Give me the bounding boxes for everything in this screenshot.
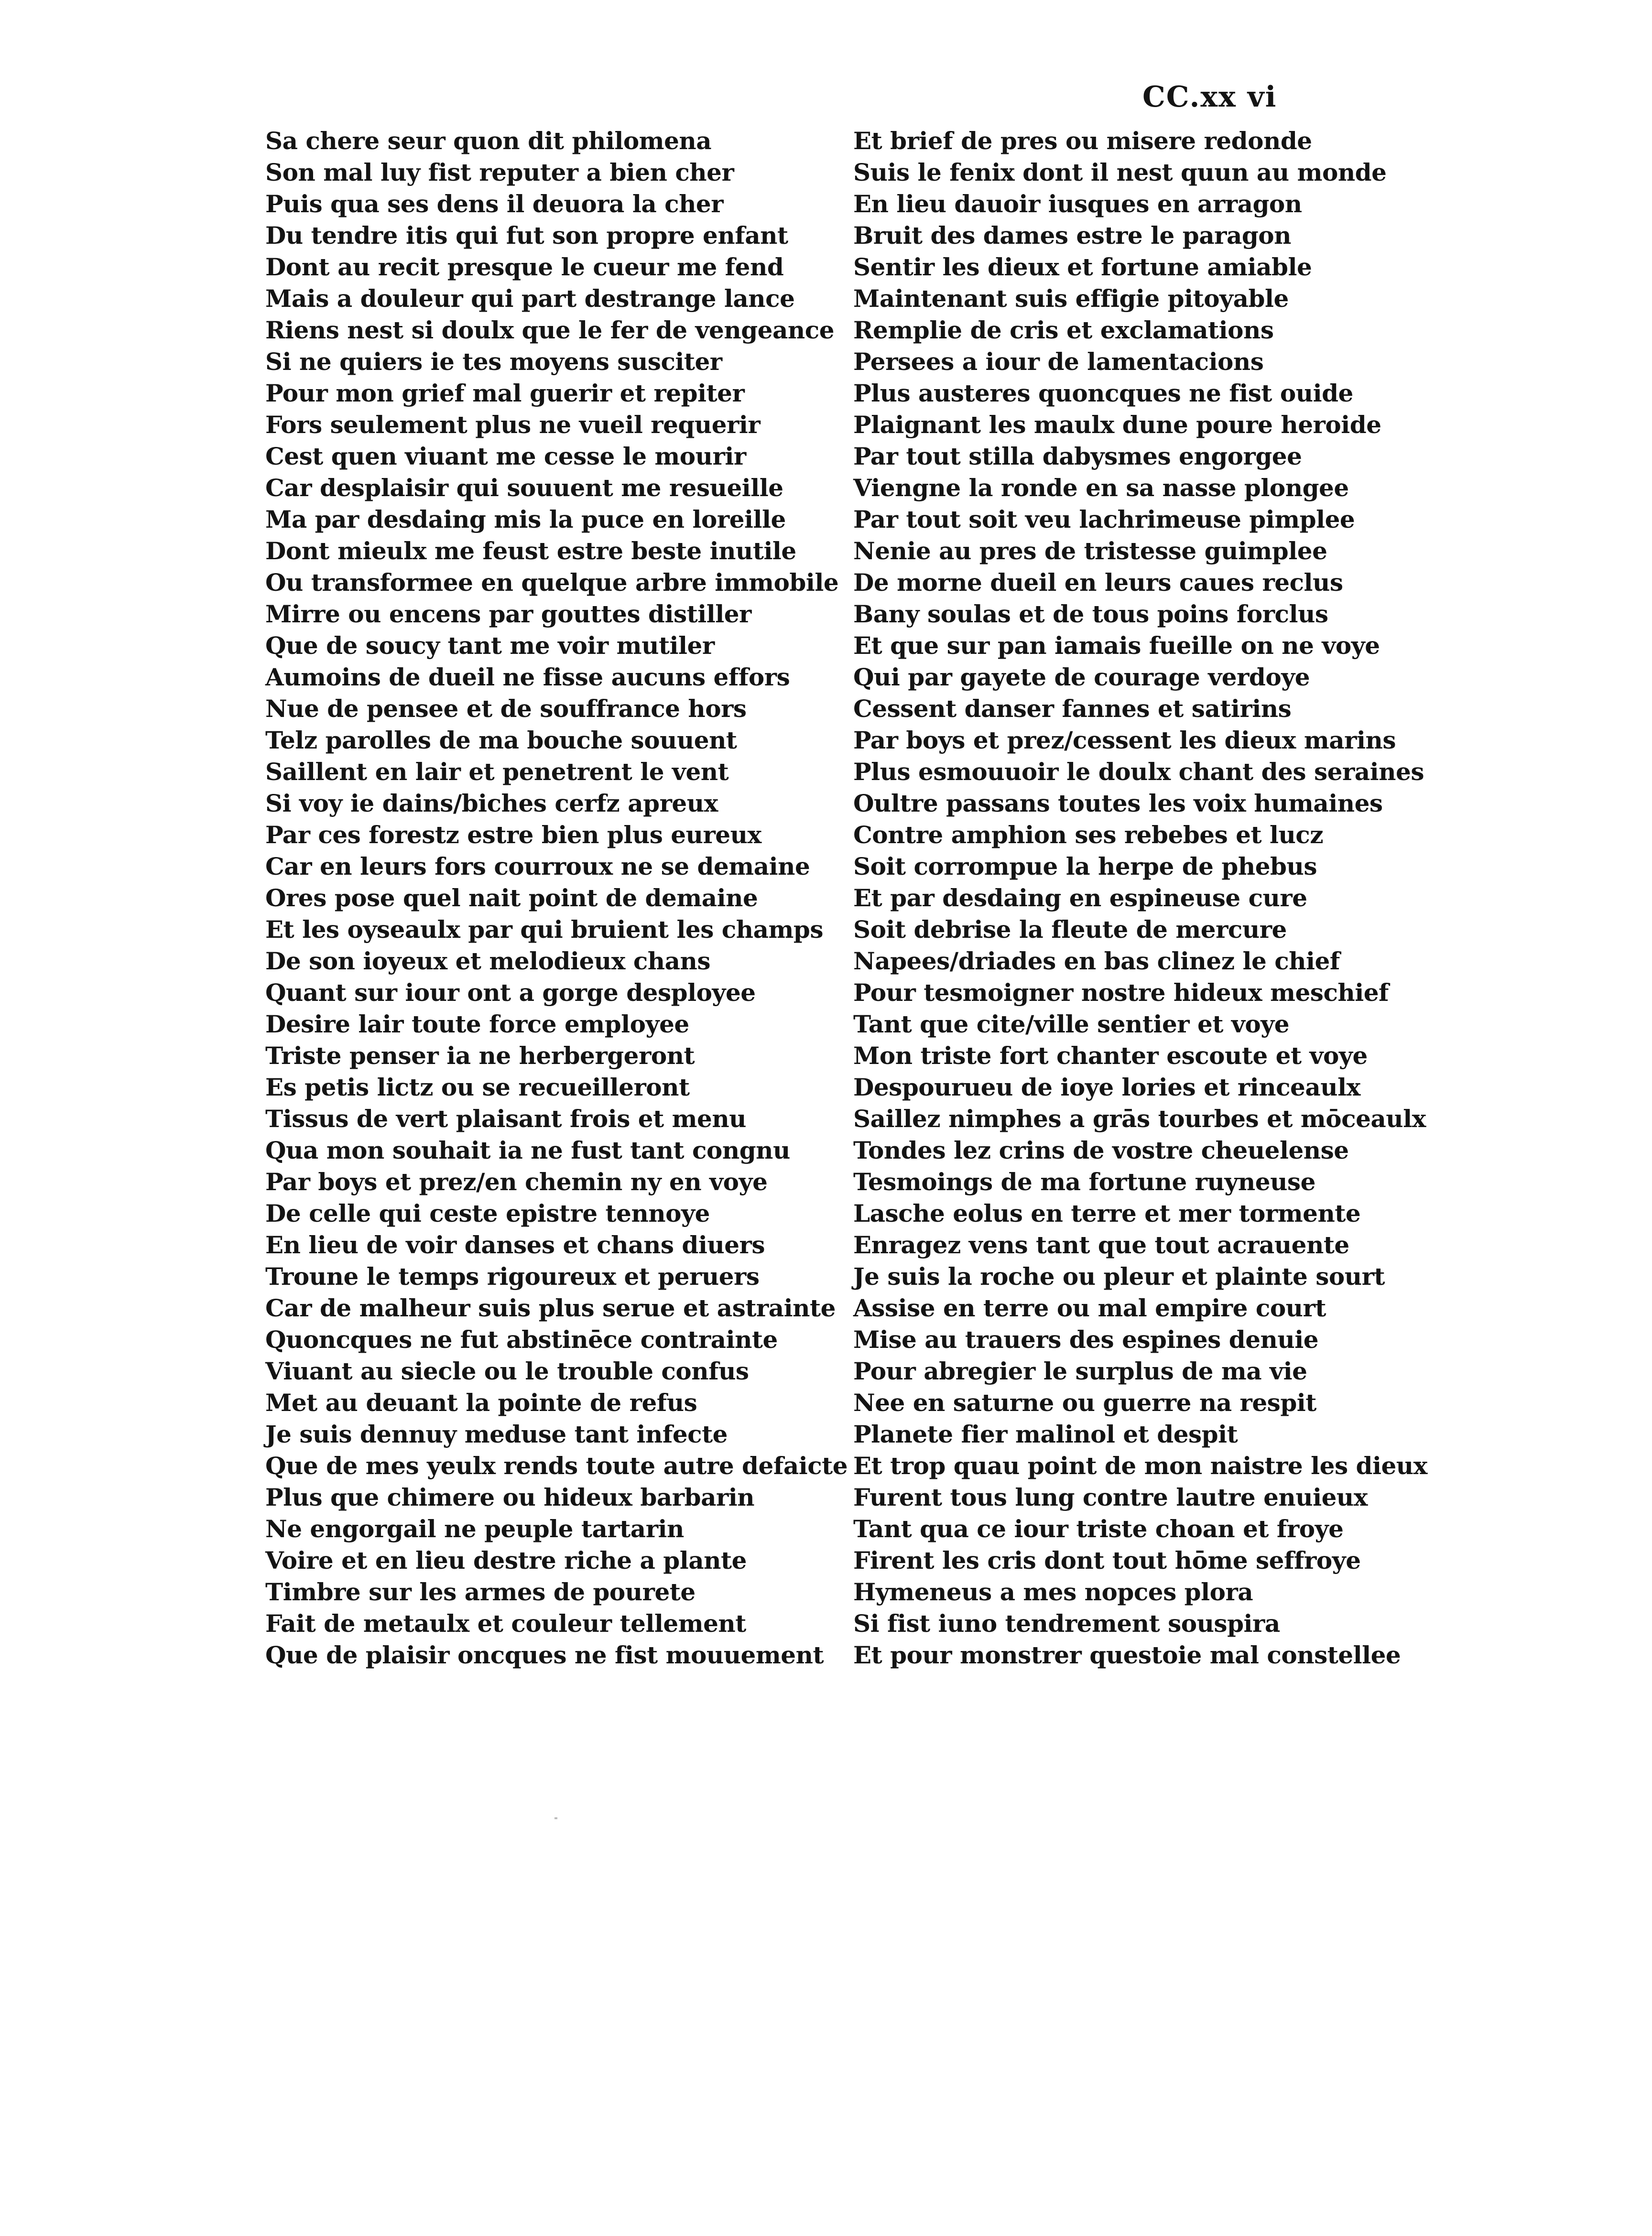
verse-line: Par boys et prez/en chemin ny en voye: [265, 1168, 768, 1196]
verse-line: Sa chere seur quon dit philomena: [265, 127, 712, 155]
verse-line: Desire lair toute force employee: [265, 1010, 689, 1038]
verse-line: Du tendre itis qui fut son propre enfant: [265, 221, 788, 250]
verse-line: Mon triste fort chanter escoute et voye: [853, 1042, 1368, 1070]
verse-line: Fait de metaulx et couleur tellement: [265, 1609, 746, 1638]
verse-line: Ne engorgail ne peuple tartarin: [265, 1515, 684, 1543]
verse-line: Pour abregier le surplus de ma vie: [853, 1357, 1307, 1385]
verse-line: Lasche eolus en terre et mer tormente: [853, 1199, 1361, 1227]
verse-line: Par tout stilla dabysmes engorgee: [853, 442, 1302, 470]
verse-line: Si ne quiers ie tes moyens susciter: [265, 347, 722, 376]
verse-line: Plaignant les maulx dune poure heroide: [853, 411, 1381, 439]
folio-number: CC.xx vi: [1142, 80, 1277, 114]
verse-line: Dont au recit presque le cueur me fend: [265, 253, 784, 281]
right-text-column: [853, 125, 1451, 1671]
verse-line: Planete fier malinol et despit: [853, 1420, 1238, 1448]
verse-line: Nenie au pres de tristesse guimplee: [853, 537, 1327, 565]
verse-line: Tissus de vert plaisant frois et menu: [265, 1105, 747, 1133]
verse-line: De celle qui ceste epistre tennoye: [265, 1199, 710, 1227]
verse-line: Et par desdaing en espineuse cure: [853, 884, 1307, 912]
verse-line: Quant sur iour ont a gorge desployee: [265, 978, 756, 1007]
verse-line: Tesmoings de ma fortune ruyneuse: [853, 1168, 1315, 1196]
verse-line: Que de mes yeulx rends toute autre defaicte: [265, 1452, 848, 1480]
left-text-column: [265, 125, 848, 1671]
verse-line: Riens nest si doulx que le fer de vengeance: [265, 316, 834, 344]
verse-line: Qui par gayete de courage verdoye: [853, 663, 1310, 691]
verse-line: Es petis lictz ou se recueilleront: [265, 1073, 690, 1101]
verse-line: Tondes lez crins de vostre cheuelense: [853, 1136, 1349, 1164]
verse-line: Troune le temps rigoureux et peruers: [265, 1262, 760, 1291]
verse-line: Enragez vens tant que tout acrauente: [853, 1231, 1349, 1259]
verse-line: Bruit des dames estre le paragon: [853, 221, 1292, 250]
verse-line: Si voy ie dains/biches cerfz apreux: [265, 789, 718, 817]
verse-line: Firent les cris dont tout hōme seffroye: [853, 1546, 1361, 1574]
verse-line: Cest quen viuant me cesse le mourir: [265, 442, 746, 470]
verse-line: Son mal luy fist reputer a bien cher: [265, 158, 734, 186]
verse-line: Napees/driades en bas clinez le chief: [853, 947, 1340, 975]
verse-line: Qua mon souhait ia ne fust tant congnu: [265, 1136, 790, 1164]
verse-line: Ma par desdaing mis la puce en loreille: [265, 505, 786, 533]
verse-line: Met au deuant la pointe de refus: [265, 1389, 697, 1417]
verse-line: Triste penser ia ne herbergeront: [265, 1042, 695, 1070]
verse-line: Que de plaisir oncques ne fist mouuement: [265, 1641, 824, 1669]
verse-line: Despourueu de ioye lories et rinceaulx: [853, 1073, 1360, 1101]
verse-line: En lieu dauoir iusques en arragon: [853, 190, 1302, 218]
verse-line: Et les oyseaulx par qui bruient les champs: [265, 915, 824, 944]
verse-line: Dont mieulx me feust estre beste inutile: [265, 537, 796, 565]
verse-line: De son ioyeux et melodieux chans: [265, 947, 711, 975]
verse-line: Mise au trauers des espines denuie: [853, 1325, 1319, 1354]
verse-line: Et que sur pan iamais fueille on ne voye: [853, 631, 1380, 660]
verse-line: Hymeneus a mes nopces plora: [853, 1578, 1253, 1606]
verse-line: Remplie de cris et exclamations: [853, 316, 1274, 344]
verse-line: Telz parolles de ma bouche souuent: [265, 726, 737, 754]
verse-line: Car de malheur suis plus serue et astrainte: [265, 1294, 836, 1322]
verse-line: Pour mon grief mal guerir et repiter: [265, 379, 745, 407]
verse-line: Par ces forestz estre bien plus eureux: [265, 821, 761, 849]
verse-line: Plus esmouuoir le doulx chant des seraines: [853, 758, 1424, 786]
verse-line: Et pour monstrer questoie mal constellee: [853, 1641, 1401, 1669]
verse-line: Nee en saturne ou guerre na respit: [853, 1389, 1316, 1417]
verse-line: Contre amphion ses rebebes et lucz: [853, 821, 1324, 849]
verse-line: Viuant au siecle ou le trouble confus: [265, 1357, 749, 1385]
verse-line: Mirre ou encens par gouttes distiller: [265, 600, 751, 628]
verse-line: Puis qua ses dens il deuora la cher: [265, 190, 724, 218]
verse-line: Que de soucy tant me voir mutiler: [265, 631, 715, 660]
verse-line: Et trop quau point de mon naistre les dieux: [853, 1452, 1427, 1480]
verse-line: Je suis dennuy meduse tant infecte: [265, 1420, 728, 1448]
verse-line: Aumoins de dueil ne fisse aucuns effors: [265, 663, 790, 691]
verse-line: Assise en terre ou mal empire court: [853, 1294, 1326, 1322]
verse-line: Car en leurs fors courroux ne se demaine: [265, 852, 810, 880]
verse-line: Furent tous lung contre lautre enuieux: [853, 1483, 1368, 1511]
verse-line: Tant que cite/ville sentier et voye: [853, 1010, 1290, 1038]
verse-line: Ores pose quel nait point de demaine: [265, 884, 758, 912]
verse-line: Si fist iuno tendrement souspira: [853, 1609, 1280, 1638]
verse-line: Sentir les dieux et fortune amiable: [853, 253, 1312, 281]
verse-line: Saillent en lair et penetrent le vent: [265, 758, 729, 786]
verse-line: Viengne la ronde en sa nasse plongee: [853, 474, 1349, 502]
verse-line: Et brief de pres ou misere redonde: [853, 127, 1312, 155]
verse-line: Suis le fenix dont il nest quun au monde: [853, 158, 1387, 186]
verse-line: Mais a douleur qui part destrange lance: [265, 284, 795, 313]
verse-line: Plus austeres quoncques ne fist ouide: [853, 379, 1353, 407]
verse-line: Saillez nimphes a grās tourbes et mōceaulx: [853, 1105, 1426, 1133]
verse-line: Maintenant suis effigie pitoyable: [853, 284, 1289, 313]
verse-line: Oultre passans toutes les voix humaines: [853, 789, 1383, 817]
verse-line: Plus que chimere ou hideux barbarin: [265, 1483, 755, 1511]
verse-line: Timbre sur les armes de pourete: [265, 1578, 696, 1606]
ink-speck: [554, 1817, 557, 1819]
verse-line: Car desplaisir qui souuent me resueille: [265, 474, 783, 502]
verse-line: En lieu de voir danses et chans diuers: [265, 1231, 765, 1259]
verse-line: Persees a iour de lamentacions: [853, 347, 1264, 376]
verse-line: Quoncques ne fut abstinēce contrainte: [265, 1325, 778, 1354]
verse-line: Voire et en lieu destre riche a plante: [265, 1546, 747, 1574]
verse-line: Par boys et prez/cessent les dieux marins: [853, 726, 1396, 754]
verse-line: Fors seulement plus ne vueil requerir: [265, 411, 761, 439]
verse-line: Cessent danser fannes et satirins: [853, 695, 1292, 723]
verse-line: Tant qua ce iour triste choan et froye: [853, 1515, 1344, 1543]
verse-line: Nue de pensee et de souffrance hors: [265, 695, 747, 723]
verse-line: Je suis la roche ou pleur et plainte sourt: [853, 1262, 1385, 1291]
verse-line: Bany soulas et de tous poins forclus: [853, 600, 1328, 628]
verse-line: Soit debrise la fleute de mercure: [853, 915, 1287, 944]
verse-line: Ou transformee en quelque arbre immobile: [265, 568, 839, 597]
verse-line: Par tout soit veu lachrimeuse pimplee: [853, 505, 1355, 533]
verse-line: Pour tesmoigner nostre hideux meschief: [853, 978, 1389, 1007]
verse-line: Soit corrompue la herpe de phebus: [853, 852, 1317, 880]
verse-line: De morne dueil en leurs caues reclus: [853, 568, 1343, 597]
